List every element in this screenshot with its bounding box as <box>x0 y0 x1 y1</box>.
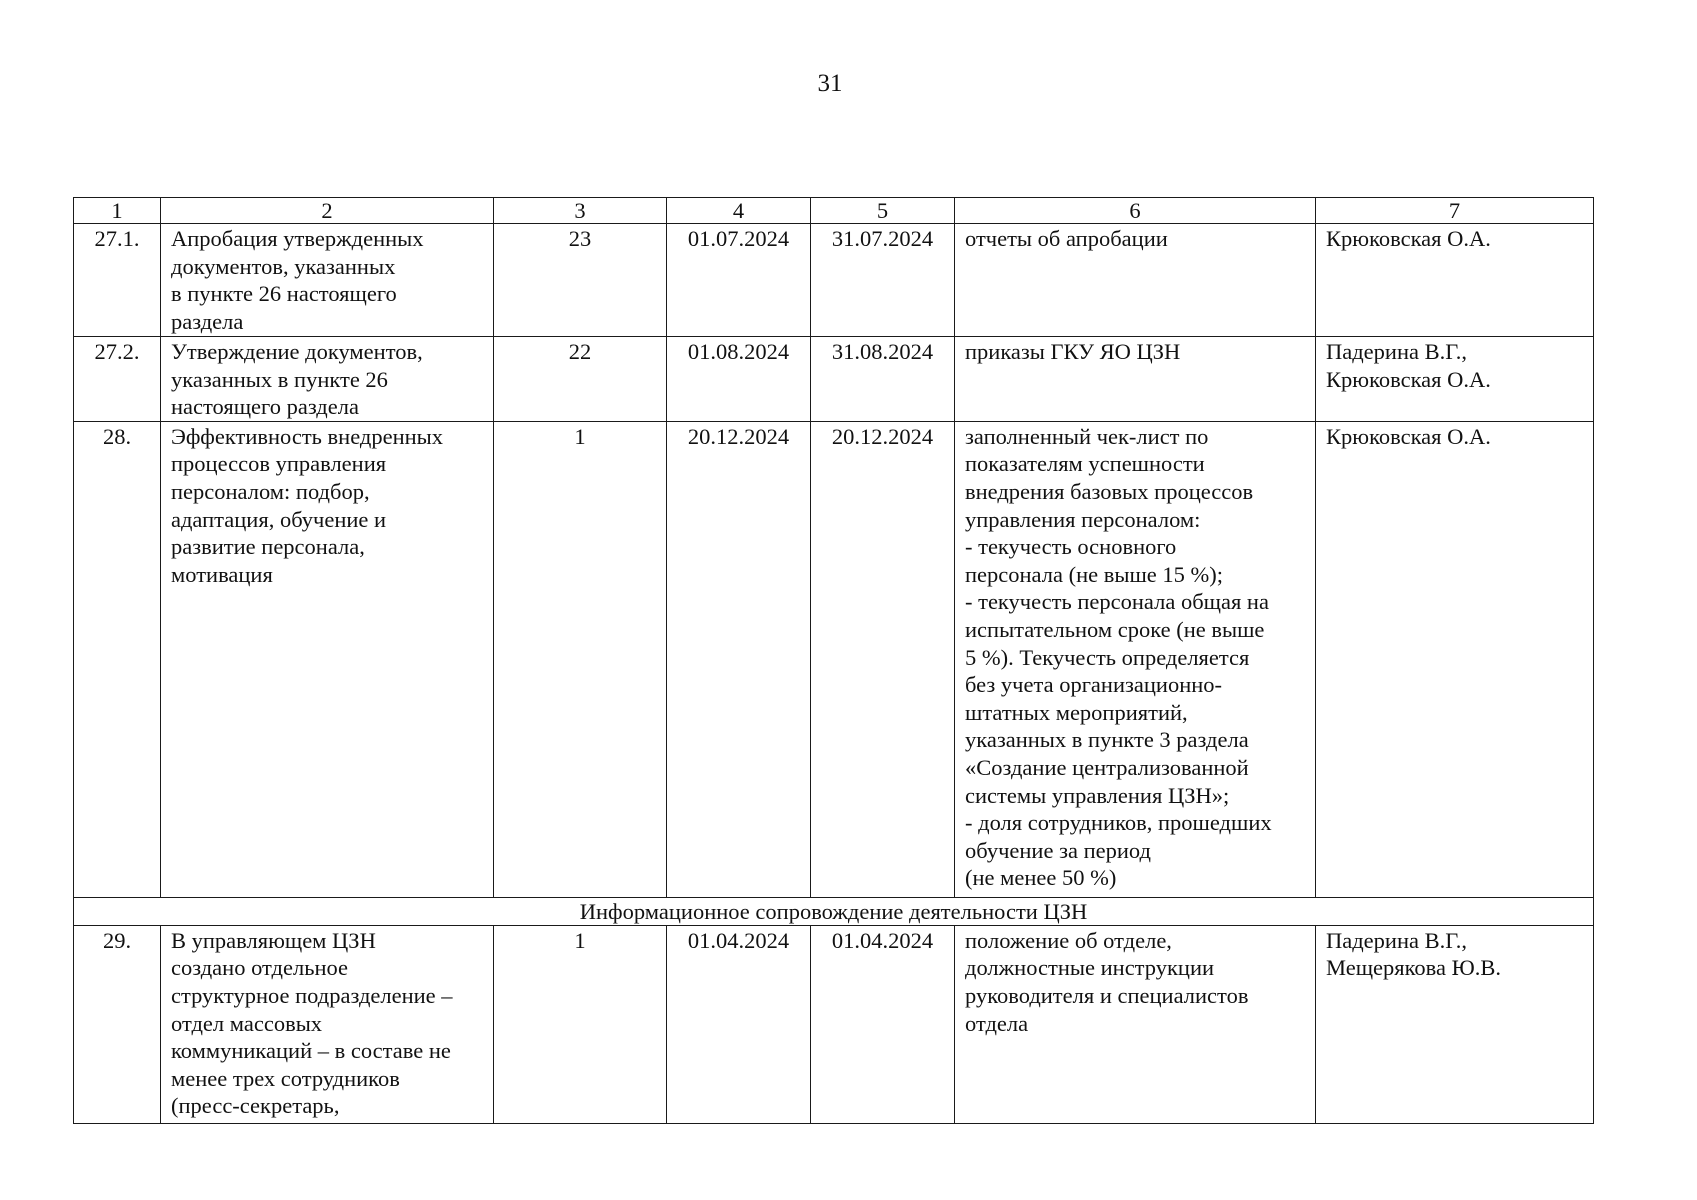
result-document-line: отчеты об апробации <box>965 226 1168 251</box>
responsible-person-line: Падерина В.Г., <box>1326 927 1467 953</box>
responsible-person-line: Крюковская О.А. <box>1326 226 1491 251</box>
activity-name-line: указанных в пункте 26 <box>171 366 388 392</box>
result-document-line: без учета организационно- <box>965 672 1223 698</box>
table-body <box>74 224 1594 1124</box>
result-document-line: положение об отделе, <box>965 927 1172 953</box>
activity-name-line: персоналом: подбор, <box>171 478 370 504</box>
plan-table <box>73 197 1594 1124</box>
end-date: 31.08.2024 <box>811 337 955 422</box>
activity-name-line: адаптация, обучение и <box>171 506 387 532</box>
column-number-header: 1 <box>74 198 161 224</box>
activity-name-line: Апробация утвержденных <box>171 226 424 251</box>
column-number-row <box>74 198 1594 224</box>
result-document-line: должностные инструкции <box>965 955 1215 981</box>
quantity-cell: 1 <box>494 925 667 1123</box>
result-document-line: управления персоналом: <box>965 506 1201 532</box>
table-row <box>74 925 1594 1123</box>
column-number-header: 4 <box>667 198 811 224</box>
responsible-person-line: Крюковская О.А. <box>1326 423 1491 449</box>
activity-name-line: В управляющем ЦЗН <box>171 927 376 953</box>
row-number: 29. <box>74 925 161 1123</box>
result-document-line: системы управления ЦЗН»; <box>965 782 1230 808</box>
result-document <box>955 925 1316 1123</box>
responsible-person-line: Мещерякова Ю.В. <box>1326 955 1501 981</box>
result-document-line: «Создание централизованной <box>965 754 1249 780</box>
start-date: 01.07.2024 <box>667 224 811 337</box>
activity-name <box>161 421 494 897</box>
activity-name-line: мотивация <box>171 561 273 587</box>
activity-name-line: документов, указанных <box>171 253 396 279</box>
activity-name-line: настоящего раздела <box>171 394 359 420</box>
row-number: 27.2. <box>74 337 161 422</box>
result-document-line: - текучесть основного <box>965 534 1177 560</box>
result-document-line: указанных в пункте 3 раздела <box>965 727 1249 753</box>
responsible-person <box>1316 421 1594 897</box>
column-number-header: 6 <box>955 198 1316 224</box>
result-document-line: персонала (не выше 15 %); <box>965 561 1224 587</box>
start-date: 01.08.2024 <box>667 337 811 422</box>
end-date: 31.07.2024 <box>811 224 955 337</box>
page-number: 31 <box>817 70 843 97</box>
row-number: 28. <box>74 421 161 897</box>
result-document-line: отдела <box>965 1010 1029 1036</box>
end-date: 01.04.2024 <box>811 925 955 1123</box>
result-document-line: штатных мероприятий, <box>965 699 1188 725</box>
activity-name-line: Эффективность внедренных <box>171 423 444 449</box>
column-number-header: 7 <box>1316 198 1594 224</box>
table-row <box>74 337 1594 422</box>
result-document-line: руководителя и специалистов <box>965 982 1249 1008</box>
result-document-line: - текучесть персонала общая на <box>965 589 1269 615</box>
column-number-header: 3 <box>494 198 667 224</box>
activity-name <box>161 224 494 337</box>
result-document-line: - доля сотрудников, прошедших <box>965 810 1272 836</box>
activity-name-line: менее трех сотрудников <box>171 1065 400 1091</box>
activity-name-line: в пункте 26 настоящего <box>171 281 397 307</box>
activity-name-line: создано отдельное <box>171 955 349 981</box>
responsible-person-line: Крюковская О.А. <box>1326 366 1491 392</box>
result-document-line: испытательном сроке (не выше <box>965 616 1265 642</box>
result-document-line: заполненный чек-лист по <box>965 423 1209 449</box>
section-title: Информационное сопровождение деятельности ЦЗН <box>74 897 1594 925</box>
activity-name-line: структурное подразделение – <box>171 982 453 1008</box>
quantity-cell: 23 <box>494 224 667 337</box>
row-number: 27.1. <box>74 224 161 337</box>
quantity-cell: 22 <box>494 337 667 422</box>
table-row <box>74 224 1594 337</box>
activity-name-line: раздела <box>171 308 244 334</box>
activity-name-line: (пресс-секретарь, <box>171 1093 340 1119</box>
section-row <box>74 897 1594 925</box>
result-document-line: приказы ГКУ ЯО ЦЗН <box>965 339 1181 364</box>
activity-name <box>161 337 494 422</box>
end-date: 20.12.2024 <box>811 421 955 897</box>
result-document-line: 5 %). Текучесть определяется <box>965 644 1250 670</box>
start-date: 01.04.2024 <box>667 925 811 1123</box>
responsible-person <box>1316 337 1594 422</box>
activity-name-line: коммуникаций – в составе не <box>171 1038 451 1064</box>
activity-name-line: процессов управления <box>171 451 387 477</box>
result-document <box>955 224 1316 337</box>
responsible-person <box>1316 224 1594 337</box>
quantity-cell: 1 <box>494 421 667 897</box>
result-document <box>955 421 1316 897</box>
responsible-person-line: Падерина В.Г., <box>1326 339 1467 364</box>
activity-name-line: развитие персонала, <box>171 534 365 560</box>
result-document-line: обучение за период <box>965 837 1151 863</box>
column-number-header: 2 <box>161 198 494 224</box>
responsible-person <box>1316 925 1594 1123</box>
activity-name-line: отдел массовых <box>171 1010 323 1036</box>
result-document-line: показателям успешности <box>965 451 1205 477</box>
column-number-header: 5 <box>811 198 955 224</box>
result-document-line: внедрения базовых процессов <box>965 478 1254 504</box>
start-date: 20.12.2024 <box>667 421 811 897</box>
table-row <box>74 421 1594 897</box>
activity-name-line: Утверждение документов, <box>171 339 423 364</box>
result-document <box>955 337 1316 422</box>
result-document-line: (не менее 50 %) <box>965 865 1117 891</box>
activity-name <box>161 925 494 1123</box>
